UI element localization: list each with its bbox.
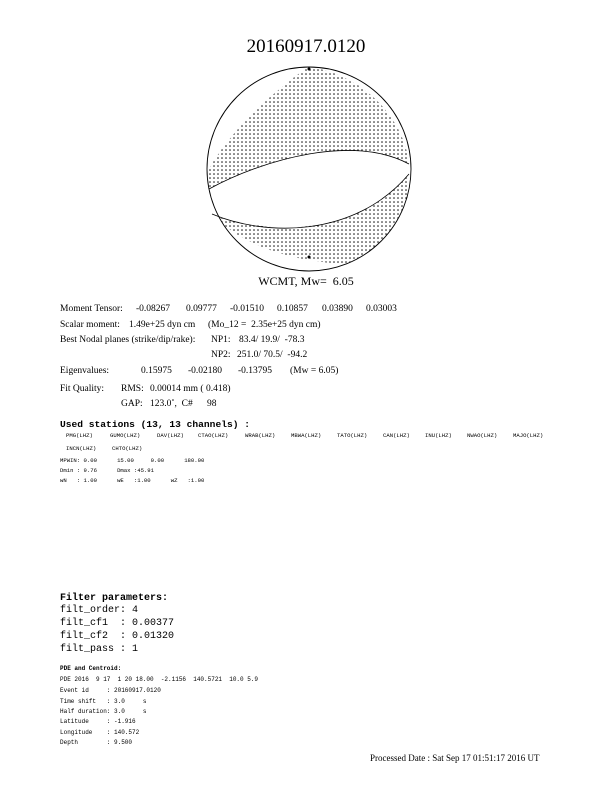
p-axis-marker bbox=[308, 256, 311, 259]
scalar-moment-value: 1.49e+25 dyn cm bbox=[129, 320, 196, 330]
np1-value: 83.4/ 19.9/ -78.3 bbox=[239, 335, 305, 345]
gap-value: 123.0˚, C# bbox=[150, 399, 193, 409]
beachball-diagram bbox=[204, 64, 414, 274]
longitude-line: Longitude : 140.572 bbox=[60, 729, 140, 736]
eigenvalue-1: 0.15975 bbox=[141, 366, 172, 376]
fit-quality-label: Fit Quality: bbox=[60, 384, 105, 394]
cnum-value: 98 bbox=[207, 399, 217, 409]
station-tato: TATO(LHZ) bbox=[337, 432, 368, 439]
event-id-line: Event id : 20160917.0120 bbox=[60, 687, 161, 694]
moment-tensor-label: Moment Tensor: bbox=[60, 304, 123, 314]
processed-date: Processed Date : Sat Sep 17 01:51:17 2016 UT bbox=[370, 753, 540, 763]
filter-header: Filter parameters: bbox=[60, 593, 169, 604]
rms-value: 0.00014 mm ( 0.418) bbox=[150, 384, 231, 394]
station-can: CAN(LHZ) bbox=[383, 432, 410, 439]
station-ctao: CTAO(LHZ) bbox=[198, 432, 229, 439]
eigenvalue-2: -0.02180 bbox=[188, 366, 223, 376]
event-title: 20160917.0120 bbox=[246, 36, 366, 57]
station-inu: INU(LHZ) bbox=[425, 432, 452, 439]
mt-value-4: 0.10857 bbox=[277, 304, 308, 314]
dmin-line: Dmin : 9.76 Dmax :45.91 bbox=[60, 467, 154, 474]
latitude-line: Latitude : -1.916 bbox=[60, 718, 136, 725]
scalar-moment-mo12: (Mo_12 = 2.35e+25 dyn cm) bbox=[208, 320, 321, 330]
station-incn: INCN(LHZ) bbox=[66, 445, 97, 452]
weights-line: wN : 1.00 wE :1.00 wZ :1.00 bbox=[60, 477, 205, 484]
station-chto: CHTO(LHZ) bbox=[112, 445, 143, 452]
station-wrab: WRAB(LHZ) bbox=[245, 432, 276, 439]
nodal-planes-label: Best Nodal planes (strike/dip/rake): bbox=[60, 335, 196, 345]
station-mbwa: MBWA(LHZ) bbox=[291, 432, 322, 439]
mt-value-2: 0.09777 bbox=[186, 304, 217, 314]
np1-label: NP1: bbox=[211, 335, 231, 345]
station-gumo: GUMO(LHZ) bbox=[110, 432, 141, 439]
mt-value-3: -0.01510 bbox=[230, 304, 265, 314]
half-duration-line: Half duration: 3.0 s bbox=[60, 708, 147, 715]
station-dav: DAV(LHZ) bbox=[157, 432, 184, 439]
station-pmg: PMG(LHZ) bbox=[66, 432, 93, 439]
mt-value-5: 0.03890 bbox=[322, 304, 353, 314]
time-shift-line: Time shift : 3.0 s bbox=[60, 698, 147, 705]
np2-label: NP2: bbox=[211, 350, 231, 360]
pde-header: PDE and Centroid: bbox=[60, 665, 122, 672]
mpwin-line: MPWIN: 0.00 15.00 0.00 180.00 bbox=[60, 457, 205, 464]
gap-label: GAP: bbox=[121, 399, 143, 409]
filter-pass: filt_pass : 1 bbox=[60, 644, 139, 655]
mt-value-1: -0.08267 bbox=[136, 304, 171, 314]
mt-value-6: 0.03003 bbox=[366, 304, 397, 314]
depth-line: Depth : 9.500 bbox=[60, 739, 133, 746]
pde-line: PDE 2016 9 17 1 20 18.00 -2.1156 140.5721 10.0 5.9 bbox=[60, 676, 259, 683]
eigenvalues-label: Eigenvalues: bbox=[60, 366, 110, 376]
mechanism-caption: WCMT, Mw= 6.05 bbox=[258, 274, 354, 288]
filter-cf2: filt_cf2 : 0.01320 bbox=[60, 631, 175, 642]
eigenvalue-3: -0.13795 bbox=[238, 366, 273, 376]
stations-header: Used stations (13, 13 channels) : bbox=[60, 419, 250, 430]
station-majo: MAJO(LHZ) bbox=[513, 432, 544, 439]
scalar-moment-label: Scalar moment: bbox=[60, 320, 120, 330]
np2-value: 251.0/ 70.5/ -94.2 bbox=[237, 350, 308, 360]
filter-order: filt_order: 4 bbox=[60, 605, 139, 616]
station-nwao: NWAO(LHZ) bbox=[467, 432, 498, 439]
rms-label: RMS: bbox=[121, 384, 144, 394]
t-axis-marker bbox=[308, 68, 311, 71]
filter-cf1: filt_cf1 : 0.00377 bbox=[60, 618, 175, 629]
eigen-mw: (Mw = 6.05) bbox=[290, 366, 339, 376]
